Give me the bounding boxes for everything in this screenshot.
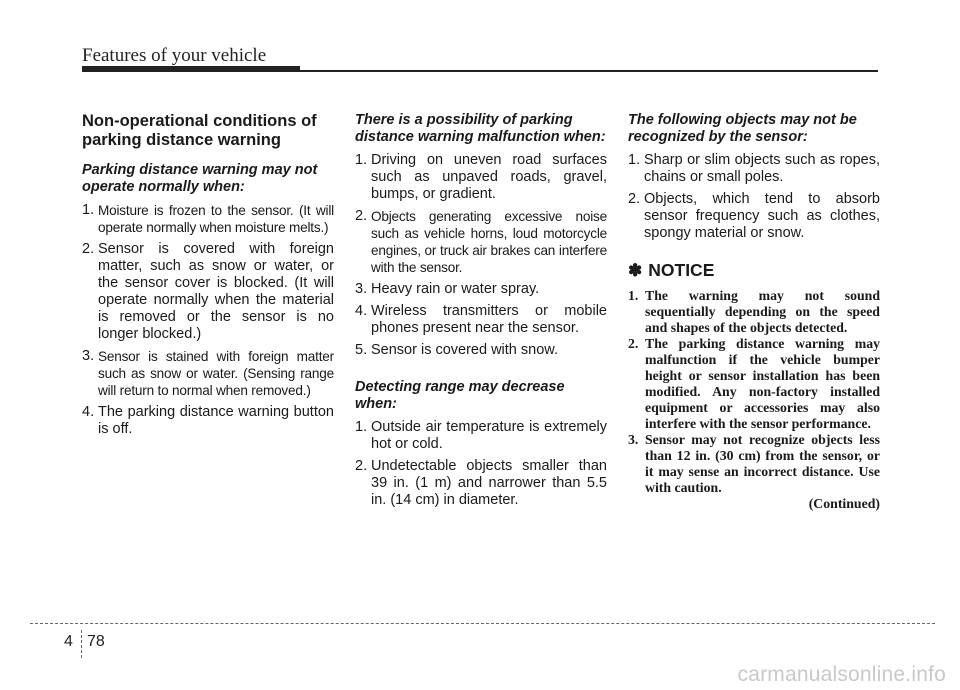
item-text: Heavy rain or water spray.: [371, 281, 540, 297]
watermark-text: carmanualsonline.info: [737, 663, 946, 686]
item-number: 2.: [628, 336, 639, 351]
list-detect-range: [355, 419, 607, 509]
item-number: 1.: [82, 202, 95, 218]
footer-dashed-rule: [30, 623, 935, 624]
item-text: Moisture is frozen to the sensor. (It will operate normally when moisture melts.): [98, 203, 334, 235]
header-rule-thick: [82, 66, 300, 72]
list-malfunction: [355, 152, 607, 359]
item-text: The warning may not sound sequentially depending on the speed and shapes of the objects detected.: [645, 288, 880, 335]
item-number: 4.: [82, 404, 95, 420]
list-not-operate: [82, 202, 334, 438]
page-header-title: Features of your vehicle: [82, 45, 267, 66]
list-item: [82, 241, 334, 343]
item-number: 1.: [628, 288, 639, 303]
item-number: 3.: [355, 281, 368, 297]
subheading-not-operate: Parking distance warning may not operate normally when:: [82, 162, 318, 195]
notice-item: [628, 336, 880, 432]
item-text: The parking distance warning button is off.: [98, 404, 334, 437]
asterisk-icon: ✽: [628, 260, 643, 280]
subheading-not-recognized: The following objects may not be recognized by the sensor:: [628, 112, 857, 145]
item-text: Wireless transmitters or mobile phones present near the sensor.: [371, 303, 607, 336]
item-number: 4.: [355, 303, 368, 319]
chapter-number: 4: [64, 633, 73, 650]
list-item: [82, 202, 334, 236]
notice-heading: [628, 260, 880, 280]
item-text: Sensor is stained with foreign matter such as snow or water. (Sensing range will return to normal when removed.): [98, 349, 334, 398]
item-text: Objects, which tend to absorb sensor frequency such as clothes, spongy material or snow.: [644, 191, 880, 241]
list-item: [628, 191, 880, 242]
item-text: Undetectable objects smaller than 39 in. (1 m) and narrower than 5.5 in. (14 cm) in diameter.: [371, 458, 607, 508]
list-item: [355, 281, 607, 298]
column-1: [82, 112, 334, 443]
item-number: 2.: [355, 208, 368, 224]
list-not-recognized: [628, 152, 880, 242]
list-item: [355, 458, 607, 509]
notice-title: NOTICE: [648, 260, 715, 280]
column-2: [355, 112, 607, 514]
list-item: [355, 342, 607, 359]
item-number: 3.: [628, 432, 639, 447]
item-number: 5.: [355, 342, 368, 358]
subheading-detect-range: Detecting range may decrease when:: [355, 379, 565, 412]
list-item: [82, 348, 334, 399]
list-item: [355, 419, 607, 453]
item-text: Outside air temperature is extremely hot or cold.: [371, 419, 607, 452]
item-text: Sharp or slim objects such as ropes, chains or small poles.: [644, 152, 880, 185]
item-text: Sensor may not recognize objects less than 12 in. (30 cm) from the sensor, or it may sense an incorrect distance. Use with caution.: [645, 432, 880, 495]
item-text: Sensor is covered with snow.: [371, 342, 558, 358]
notice-item: [628, 432, 880, 496]
footer-page-divider: [81, 630, 82, 658]
item-text: Driving on uneven road surfaces such as unpaved roads, gravel, bumps, or gradient.: [371, 152, 607, 202]
item-number: 1.: [355, 152, 368, 168]
item-text: Sensor is covered with foreign matter, such as snow or water, or the sensor cover is blocked. (It will operate normally when the material is removed or the sensor is no longer blocked.): [98, 241, 334, 342]
item-text: Objects generating excessive noise such as vehicle horns, loud motorcycle engines, or truck air brakes can interfere with the sensor.: [371, 209, 607, 275]
notice-list: [628, 288, 880, 496]
page-number: 78: [87, 633, 105, 650]
continued-label: (Continued): [808, 496, 880, 511]
list-item: [355, 152, 607, 203]
item-number: 2.: [628, 191, 641, 207]
list-item: [355, 303, 607, 337]
list-item: [355, 208, 607, 276]
item-number: 1.: [355, 419, 368, 435]
item-number: 2.: [82, 241, 95, 257]
subheading-malfunction: There is a possibility of parking distance warning malfunction when:: [355, 112, 606, 145]
item-number: 3.: [82, 348, 95, 364]
column-3: [628, 112, 880, 512]
item-number: 2.: [355, 458, 368, 474]
notice-item: [628, 288, 880, 336]
section-heading: Non-operational conditions of parking distance warning: [82, 112, 317, 149]
list-item: [628, 152, 880, 186]
item-text: The parking distance warning may malfunction if the vehicle bumper height or sensor installation has been modified. Any non-factory installed equipment or accessories may also interfere with the sensor performance.: [645, 336, 880, 431]
list-item: [82, 404, 334, 438]
item-number: 1.: [628, 152, 641, 168]
header-rule-thin: [300, 70, 878, 72]
